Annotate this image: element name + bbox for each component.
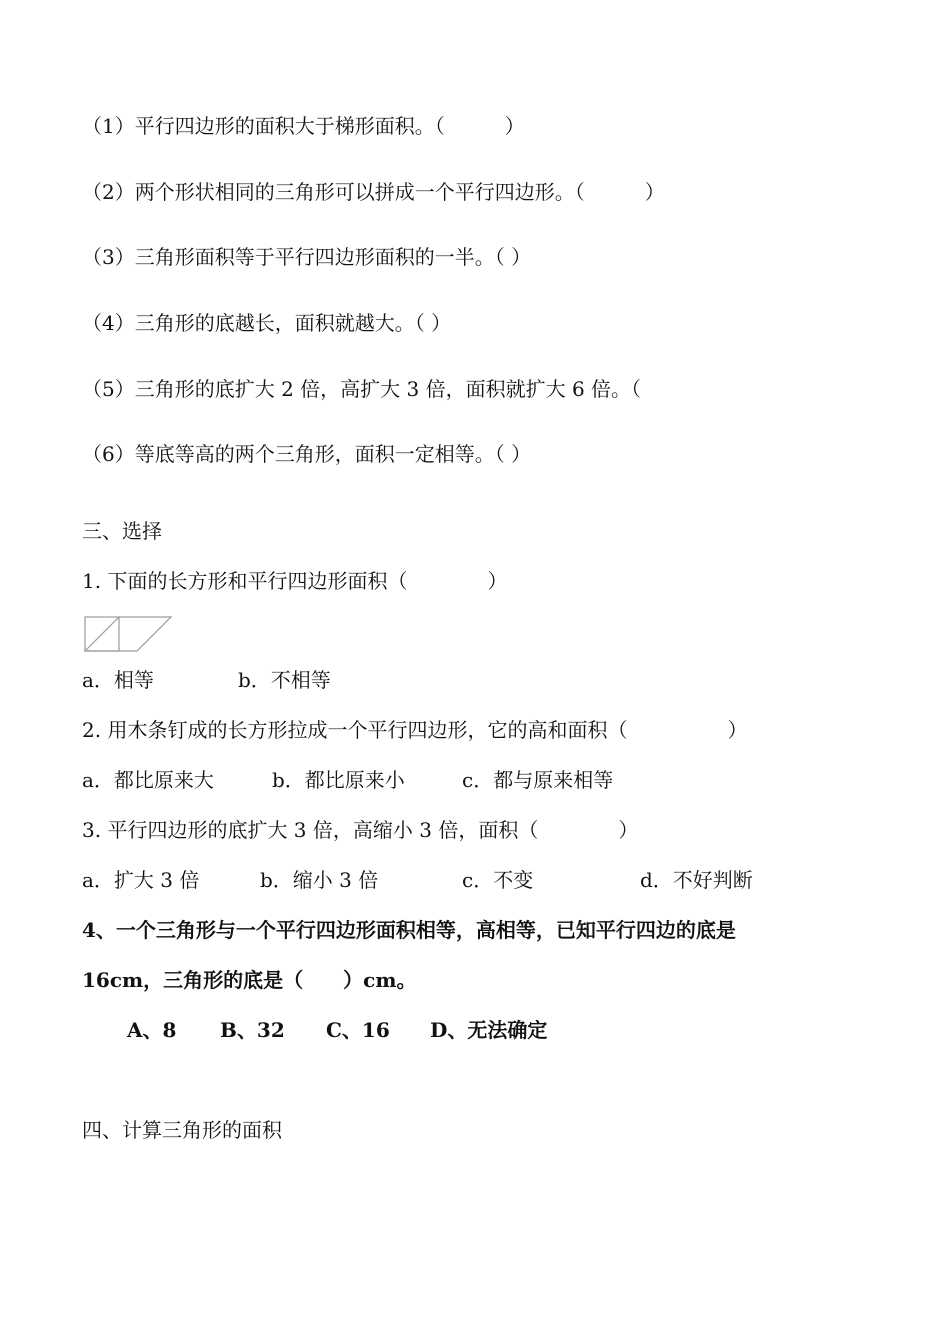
- question-3-option-d: d．不好判断: [640, 868, 753, 892]
- question-4-option-d: D、无法确定: [430, 1018, 548, 1042]
- question-4-option-b: B、32: [220, 1018, 285, 1042]
- question-1-text: 1. 下面的长方形和平行四边形面积（ ）: [82, 569, 508, 593]
- judgement-item-6: （6）等底等高的两个三角形，面积一定相等。（ ）: [82, 442, 532, 466]
- question-2-option-a: a．都比原来大: [82, 768, 214, 792]
- question-2-text: 2. 用木条钉成的长方形拉成一个平行四边形，它的高和面积（ ）: [82, 718, 748, 742]
- section-4-title: 四、计算三角形的面积: [82, 1118, 282, 1142]
- question-4-line-2: 16cm，三角形的底是（ ）cm。: [82, 968, 417, 992]
- judgement-item-4: （4）三角形的底越长，面积就越大。（ ）: [82, 311, 452, 335]
- question-1-option-a: a．相等: [82, 668, 154, 692]
- judgement-item-5: （5）三角形的底扩大 2 倍，高扩大 3 倍，面积就扩大 6 倍。（: [82, 377, 642, 401]
- question-4-option-c: C、16: [326, 1018, 390, 1042]
- question-2-option-b: b．都比原来小: [272, 768, 405, 792]
- question-3-option-a: a．扩大 3 倍: [82, 868, 200, 892]
- judgement-item-1: （1）平行四边形的面积大于梯形面积。（ ）: [82, 114, 525, 138]
- question-1-option-b: b．不相等: [238, 668, 331, 692]
- question-3-option-b: b．缩小 3 倍: [260, 868, 379, 892]
- question-3-option-c: c．不变: [462, 868, 534, 892]
- rectangle-parallelogram-figure: [84, 614, 174, 654]
- question-3-text: 3. 平行四边形的底扩大 3 倍，高缩小 3 倍，面积（ ）: [82, 818, 639, 842]
- judgement-item-3: （3）三角形面积等于平行四边形面积的一半。（ ）: [82, 245, 532, 269]
- judgement-item-2: （2）两个形状相同的三角形可以拼成一个平行四边形。（ ）: [82, 180, 665, 204]
- question-2-option-c: c．都与原来相等: [462, 768, 614, 792]
- section-3-title: 三、选择: [82, 519, 162, 543]
- parallelogram-shape: [85, 617, 171, 651]
- question-4-option-a: A、8: [127, 1018, 177, 1042]
- question-4-line-1: 4、一个三角形与一个平行四边形面积相等，高相等，已知平行四边的底是: [82, 918, 736, 942]
